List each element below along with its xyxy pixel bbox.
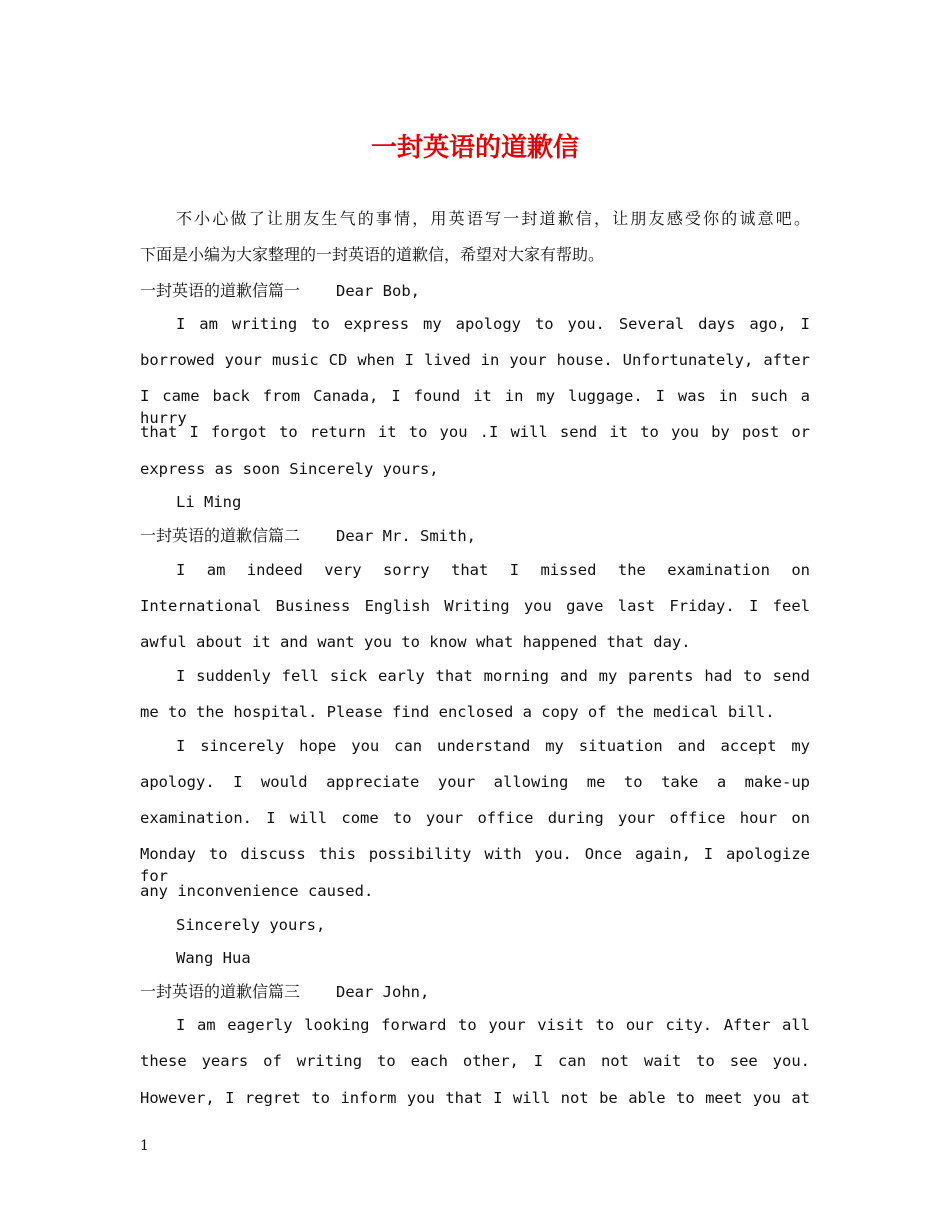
letter-heading: 一封英语的道歉信篇二 (140, 526, 301, 545)
letter-heading: 一封英语的道歉信篇一 (140, 281, 301, 300)
letter-line: any inconvenience caused. (140, 882, 374, 900)
letter-line: I am indeed very sorry that I missed the examination on (176, 561, 810, 579)
letter-heading-row (140, 525, 810, 547)
letter-line: However, I regret to inform you that I will not be able to meet you at (140, 1089, 810, 1107)
letter-signature: Wang Hua (176, 949, 251, 967)
document-title: 一封英语的道歉信 (370, 133, 579, 163)
letter-line: express as soon Sincerely yours, (140, 460, 439, 478)
letter-line: I sincerely hope you can understand my situation and accept my (176, 737, 810, 755)
letter-greeting: Dear Mr. Smith, (336, 527, 476, 545)
letter-line: me to the hospital. Please find enclosed a copy of the medical bill. (140, 703, 775, 721)
letter-line: these years of writing to each other, I can not wait to see you. (140, 1052, 810, 1070)
intro-line: 不小心做了让朋友生气的事情，用英语写一封道歉信，让朋友感受你的诚意吧。 (176, 209, 810, 228)
letter-heading-row (140, 280, 810, 302)
letter-line: that I forgot to return it to you .I will send it to you by post or (140, 423, 810, 441)
letter-line: borrowed your music CD when I lived in your house. Unfortunately, after (140, 351, 810, 369)
letter-line: awful about it and want you to know what happened that day. (140, 633, 691, 651)
letter-line: apology. I would appreciate your allowing me to take a make-up (140, 773, 810, 791)
intro-line: 下面是小编为大家整理的一封英语的道歉信，希望对大家有帮助。 (140, 245, 605, 264)
letter-line: I am eagerly looking forward to your visit to our city. After all (176, 1016, 810, 1034)
letter-heading: 一封英语的道歉信篇三 (140, 982, 301, 1001)
letter-signature: Li Ming (176, 493, 242, 511)
letter-greeting: Dear John, (336, 983, 430, 1001)
letter-greeting: Dear Bob, (336, 282, 421, 300)
letter-line: I am writing to express my apology to you. Several days ago, I (176, 315, 810, 333)
letter-line: International Business English Writing you gave last Friday. I feel (140, 597, 810, 615)
letter-line: I came back from Canada, I found it in my luggage. I was in such a hurry (140, 387, 810, 427)
page-number: 1 (140, 1138, 149, 1154)
letter-closing: Sincerely yours, (176, 916, 326, 934)
letter-line: Monday to discuss this possibility with you. Once again, I apologize for (140, 845, 810, 885)
letter-line: I suddenly fell sick early that morning and my parents had to send (176, 667, 810, 685)
letter-heading-row (140, 981, 810, 1003)
letter-line: examination. I will come to your office during your office hour on (140, 809, 810, 827)
